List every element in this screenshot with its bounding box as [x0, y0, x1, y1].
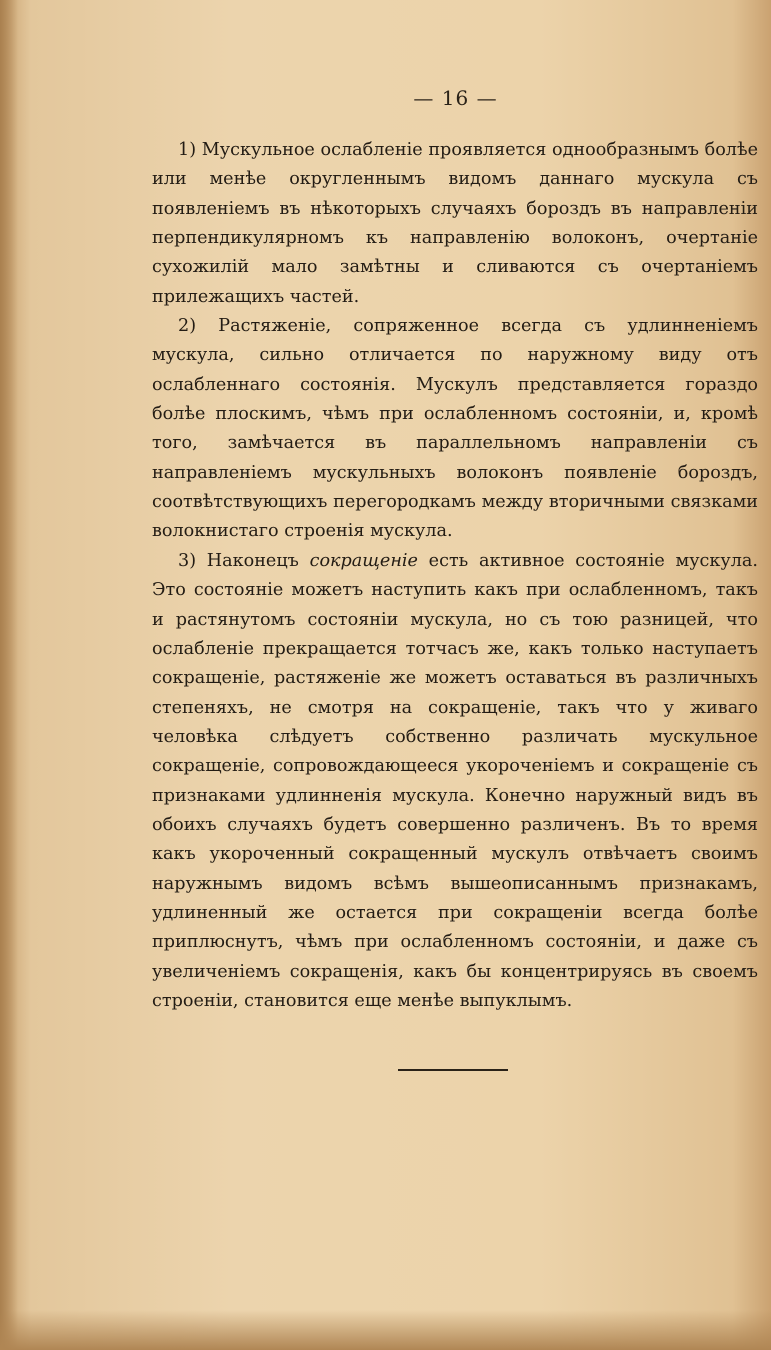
- paragraph-1-relaxation: 1) Мускульное ослабленіе проявляется однообразнымъ болѣе или менѣе округленнымъ видомъ даннаго мускула съ появленіемъ въ нѣкоторыхъ случаяхъ бороздъ въ направленіи перпендикулярномъ къ направленію волоконъ, очертаніе сухожилій мало замѣтны и сливаются съ очертаніемъ прилежащихъ частей.: [152, 140, 758, 307]
- paragraph-3-contraction: [152, 547, 758, 1017]
- page-number: — 16 —: [413, 86, 498, 110]
- body-text: [152, 136, 758, 1016]
- paragraph-2-stretching: 2) Растяженіе, сопряженное всегда съ удлинненіемъ мускула, сильно отличается по наружному виду отъ ослабленнаго состоянія. Мускулъ представляется гораздо болѣе плоскимъ, чѣмъ при ослабленномъ состояніи, и, кромѣ того, замѣчается въ параллельномъ направленіи съ направленіемъ мускульныхъ волоконъ появленіе бороздъ, соотвѣтствующихъ перегородкамъ между вторичными связками волокнистаго строенія мускула.: [152, 316, 758, 542]
- paragraph-3-lead: 3) Наконецъ: [178, 550, 310, 571]
- section-end-rule: [398, 1069, 508, 1071]
- paragraph-3-body: есть активное состояніе мускула. Это состояніе можетъ наступить какъ при ослабленномъ, такъ и растянутомъ состояніи мускула, но съ тою разницей, что ослабленіе прекращается тотчасъ же, какъ только наступаетъ сокращеніе, растяженіе же можетъ оставаться въ различныхъ степеняхъ, не смотря на сокращеніе, такъ что у живаго человѣка слѣдуетъ собственно различать мускульное сокращеніе, сопровождающееся укороченіемъ и сокращеніе съ признаками удлинненія мускула. Конечно наружный видъ въ обоихъ случаяхъ будетъ совершенно различенъ. Въ то время какъ укороченный сокращенный мускулъ отвѣчаетъ своимъ наружнымъ видомъ всѣмъ вышеописаннымъ признакамъ, удлиненный же остается при сокращеніи всегда болѣе приплюснутъ, чѣмъ при ослабленномъ состояніи, и даже съ увеличеніемъ сокращенія, какъ бы концентрируясь въ своемъ строеніи, становится еще менѣе выпуклымъ.: [152, 550, 759, 1011]
- emphasized-term: сокращеніе: [309, 550, 418, 571]
